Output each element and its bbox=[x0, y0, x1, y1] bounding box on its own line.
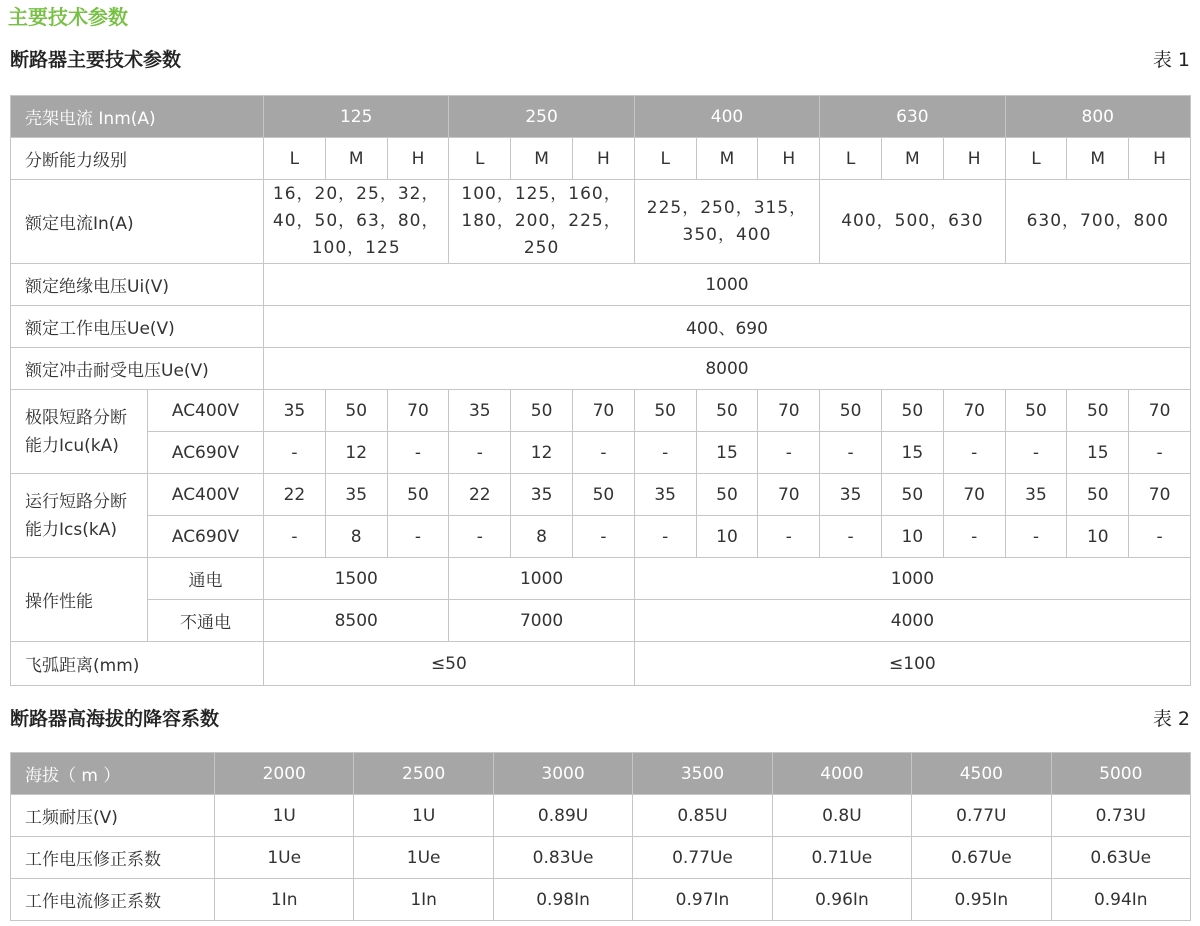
table-cell: 35 bbox=[449, 390, 511, 432]
table-cell: 70 bbox=[758, 390, 820, 432]
frame-250-header: 250 bbox=[449, 96, 634, 138]
table-cell: 0.71Ue bbox=[772, 837, 911, 879]
table-cell: 35 bbox=[511, 474, 573, 516]
rated-current-line: 630，700，800 bbox=[1026, 211, 1169, 231]
table-cell: 10 bbox=[1067, 516, 1129, 558]
impulse-label: 额定冲击耐受电压Ue(V) bbox=[11, 348, 264, 390]
arc-distance-label: 飞弧距离(mm) bbox=[11, 642, 264, 686]
table-cell: 35 bbox=[820, 474, 882, 516]
insulation-value: 1000 bbox=[264, 264, 1191, 306]
table-cell: 50 bbox=[881, 390, 943, 432]
table-cell: 35 bbox=[264, 390, 326, 432]
row-label: 工频耐压(V) bbox=[11, 795, 215, 837]
tech-params-table bbox=[10, 95, 1191, 686]
altitude-2500: 2500 bbox=[354, 753, 493, 795]
ac690-label: AC690V bbox=[148, 516, 264, 558]
table-cell: 50 bbox=[1067, 474, 1129, 516]
rated-current-630 bbox=[820, 180, 1005, 264]
table-cell: - bbox=[943, 432, 1005, 474]
grade-cell: L bbox=[820, 138, 882, 180]
operation-label: 操作性能 bbox=[11, 558, 148, 642]
table-cell: 8 bbox=[325, 516, 387, 558]
rated-current-line: 16，20，25，32， bbox=[272, 184, 440, 204]
table-cell: 50 bbox=[511, 390, 573, 432]
table-cell: 35 bbox=[1005, 474, 1067, 516]
insulation-row bbox=[11, 264, 1191, 306]
table-cell: - bbox=[1129, 432, 1191, 474]
unpowered-label: 不通电 bbox=[148, 600, 264, 642]
table-cell: 0.8U bbox=[772, 795, 911, 837]
table-cell: 10 bbox=[881, 516, 943, 558]
table-cell: 0.67Ue bbox=[912, 837, 1051, 879]
table1-header-row bbox=[11, 96, 1191, 138]
grade-cell: M bbox=[696, 138, 758, 180]
table-cell: 0.77Ue bbox=[633, 837, 772, 879]
grade-cell: H bbox=[943, 138, 1005, 180]
icu-label bbox=[11, 390, 148, 474]
table2-number: 表 2 bbox=[1152, 708, 1190, 730]
icu-400-row bbox=[11, 390, 1191, 432]
table-cell: 1Ue bbox=[215, 837, 354, 879]
row-label: 工作电流修正系数 bbox=[11, 879, 215, 921]
powered-label: 通电 bbox=[148, 558, 264, 600]
table-cell: 0.63Ue bbox=[1051, 837, 1190, 879]
table-cell: 1Ue bbox=[354, 837, 493, 879]
table-cell: 70 bbox=[1129, 390, 1191, 432]
table-cell: 50 bbox=[881, 474, 943, 516]
table2-header-row bbox=[11, 753, 1191, 795]
unpowered-400-800: 4000 bbox=[634, 600, 1190, 642]
grade-cell: M bbox=[881, 138, 943, 180]
grade-cell: L bbox=[634, 138, 696, 180]
grade-cell: M bbox=[325, 138, 387, 180]
grade-cell: H bbox=[572, 138, 634, 180]
table-cell: - bbox=[634, 432, 696, 474]
table-row bbox=[11, 837, 1191, 879]
rated-current-row bbox=[11, 180, 1191, 264]
table-cell: - bbox=[387, 516, 449, 558]
table-cell: - bbox=[758, 516, 820, 558]
frame-125-header: 125 bbox=[264, 96, 449, 138]
arc-distance-400-800: ≤100 bbox=[634, 642, 1190, 686]
table-cell: 50 bbox=[325, 390, 387, 432]
rated-current-line: 100，125 bbox=[311, 238, 401, 258]
altitude-3500: 3500 bbox=[633, 753, 772, 795]
table-cell: 0.97In bbox=[633, 879, 772, 921]
table-cell: 22 bbox=[449, 474, 511, 516]
table-cell: 0.77U bbox=[912, 795, 1051, 837]
table-cell: 12 bbox=[511, 432, 573, 474]
rated-current-line: 250 bbox=[523, 238, 560, 258]
altitude-header: 海拔（ m ） bbox=[11, 753, 215, 795]
altitude-derating-table bbox=[10, 752, 1191, 921]
frame-800-header: 800 bbox=[1005, 96, 1190, 138]
frame-current-header: 壳架电流 Inm(A) bbox=[11, 96, 264, 138]
arc-distance-125-250: ≤50 bbox=[264, 642, 635, 686]
table-cell: - bbox=[943, 516, 1005, 558]
table1-number: 表 1 bbox=[1152, 49, 1190, 71]
ics-label-line: 能力Ics(kA) bbox=[25, 519, 117, 540]
rated-current-250 bbox=[449, 180, 634, 264]
arc-distance-row bbox=[11, 642, 1191, 686]
table-cell: - bbox=[820, 516, 882, 558]
rated-current-line: 350，400 bbox=[682, 224, 772, 245]
table-cell: 0.96In bbox=[772, 879, 911, 921]
grade-cell: H bbox=[387, 138, 449, 180]
table-cell: 35 bbox=[634, 474, 696, 516]
rated-current-label: 额定电流In(A) bbox=[11, 180, 264, 264]
table-cell: - bbox=[1005, 516, 1067, 558]
frame-630-header: 630 bbox=[820, 96, 1005, 138]
insulation-label: 额定绝缘电压Ui(V) bbox=[11, 264, 264, 306]
powered-125: 1500 bbox=[264, 558, 449, 600]
grade-cell: H bbox=[1129, 138, 1191, 180]
table-cell: - bbox=[264, 432, 326, 474]
rated-current-line: 400，500，630 bbox=[841, 211, 984, 231]
table-cell: 50 bbox=[820, 390, 882, 432]
table-cell: 70 bbox=[387, 390, 449, 432]
table-cell: - bbox=[1005, 432, 1067, 474]
table-cell: 1In bbox=[354, 879, 493, 921]
altitude-3000: 3000 bbox=[493, 753, 632, 795]
operation-powered-row bbox=[11, 558, 1191, 600]
rated-current-line: 180，200，225， bbox=[461, 211, 622, 231]
table-cell: 12 bbox=[325, 432, 387, 474]
table-cell: 1In bbox=[215, 879, 354, 921]
table-cell: 50 bbox=[634, 390, 696, 432]
grade-cell: M bbox=[511, 138, 573, 180]
table-cell: 15 bbox=[881, 432, 943, 474]
altitude-4000: 4000 bbox=[772, 753, 911, 795]
table-cell: 50 bbox=[1067, 390, 1129, 432]
rated-current-400 bbox=[634, 180, 819, 264]
row-label: 工作电压修正系数 bbox=[11, 837, 215, 879]
altitude-2000: 2000 bbox=[215, 753, 354, 795]
rated-current-125 bbox=[264, 180, 449, 264]
table-cell: - bbox=[820, 432, 882, 474]
table-cell: 15 bbox=[1067, 432, 1129, 474]
rated-current-line: 40，50，63，80， bbox=[272, 211, 440, 231]
grade-label: 分断能力级别 bbox=[11, 138, 264, 180]
frame-400-header: 400 bbox=[634, 96, 819, 138]
table-cell: - bbox=[449, 516, 511, 558]
table-cell: 0.89U bbox=[493, 795, 632, 837]
grade-cell: L bbox=[264, 138, 326, 180]
table-cell: 1U bbox=[215, 795, 354, 837]
table-cell: 8 bbox=[511, 516, 573, 558]
grade-cell: M bbox=[1067, 138, 1129, 180]
table-cell: 1U bbox=[354, 795, 493, 837]
unpowered-125: 8500 bbox=[264, 600, 449, 642]
powered-250: 1000 bbox=[449, 558, 634, 600]
grade-cell: H bbox=[758, 138, 820, 180]
ics-690-row bbox=[11, 516, 1191, 558]
table-cell: - bbox=[1129, 516, 1191, 558]
altitude-4500: 4500 bbox=[912, 753, 1051, 795]
powered-400-800: 1000 bbox=[634, 558, 1190, 600]
operation-unpowered-row bbox=[11, 600, 1191, 642]
icu-label-line: 能力Icu(kA) bbox=[25, 435, 119, 456]
table-cell: - bbox=[387, 432, 449, 474]
grade-cell: L bbox=[449, 138, 511, 180]
table-cell: - bbox=[572, 516, 634, 558]
table-cell: 0.94In bbox=[1051, 879, 1190, 921]
table-cell: 50 bbox=[572, 474, 634, 516]
table-cell: - bbox=[634, 516, 696, 558]
table1-caption: 断路器主要技术参数 bbox=[10, 49, 182, 71]
table-cell: 0.95In bbox=[912, 879, 1051, 921]
table-cell: 70 bbox=[572, 390, 634, 432]
ac400-label: AC400V bbox=[148, 390, 264, 432]
grade-cell: L bbox=[1005, 138, 1067, 180]
ics-label-line: 运行短路分断 bbox=[25, 491, 127, 512]
table-cell: - bbox=[758, 432, 820, 474]
table-cell: 70 bbox=[943, 390, 1005, 432]
working-voltage-row bbox=[11, 306, 1191, 348]
table-cell: 0.73U bbox=[1051, 795, 1190, 837]
grade-row bbox=[11, 138, 1191, 180]
working-voltage-label: 额定工作电压Ue(V) bbox=[11, 306, 264, 348]
table-cell: 0.98In bbox=[493, 879, 632, 921]
table-cell: 0.83Ue bbox=[493, 837, 632, 879]
table-cell: 50 bbox=[387, 474, 449, 516]
page-heading: 主要技术参数 bbox=[8, 5, 128, 29]
table-cell: - bbox=[449, 432, 511, 474]
table-cell: 70 bbox=[1129, 474, 1191, 516]
table-row bbox=[11, 795, 1191, 837]
table-cell: 50 bbox=[1005, 390, 1067, 432]
ics-label bbox=[11, 474, 148, 558]
table-cell: 10 bbox=[696, 516, 758, 558]
rated-current-line: 225，250，315， bbox=[646, 197, 808, 218]
table-cell: 22 bbox=[264, 474, 326, 516]
table-cell: 50 bbox=[696, 474, 758, 516]
table-cell: 15 bbox=[696, 432, 758, 474]
ac690-label: AC690V bbox=[148, 432, 264, 474]
rated-current-800 bbox=[1005, 180, 1190, 264]
unpowered-250: 7000 bbox=[449, 600, 634, 642]
ac400-label: AC400V bbox=[148, 474, 264, 516]
table-cell: 70 bbox=[758, 474, 820, 516]
impulse-value: 8000 bbox=[264, 348, 1191, 390]
table-cell: 0.85U bbox=[633, 795, 772, 837]
icu-label-line: 极限短路分断 bbox=[25, 407, 127, 428]
working-voltage-value: 400、690 bbox=[264, 306, 1191, 348]
table-cell: 50 bbox=[696, 390, 758, 432]
impulse-row bbox=[11, 348, 1191, 390]
table-cell: 35 bbox=[325, 474, 387, 516]
table2-caption: 断路器高海拔的降容系数 bbox=[10, 708, 220, 730]
altitude-5000: 5000 bbox=[1051, 753, 1190, 795]
rated-current-line: 100，125，160， bbox=[461, 184, 622, 204]
table-cell: - bbox=[264, 516, 326, 558]
icu-690-row bbox=[11, 432, 1191, 474]
table-cell: 70 bbox=[943, 474, 1005, 516]
table-row bbox=[11, 879, 1191, 921]
table-cell: - bbox=[572, 432, 634, 474]
ics-400-row bbox=[11, 474, 1191, 516]
